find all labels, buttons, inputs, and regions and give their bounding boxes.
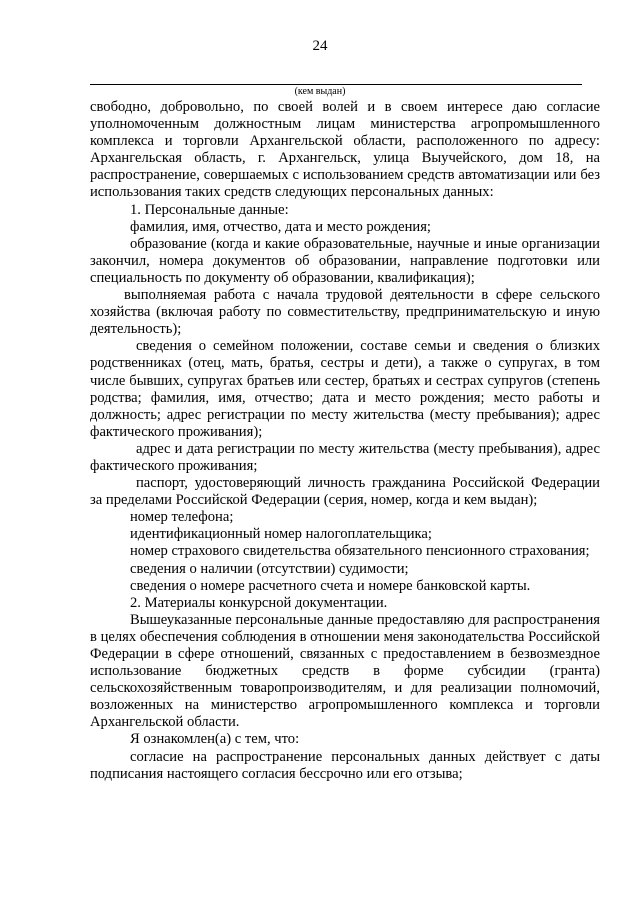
paragraph-work-history: выполняемая работа с начала трудовой деятельности в сфере сельского хозяйства (включая работу по совместительству, предпринимательскую и иную деятельность); [90, 287, 600, 338]
paragraph-personal-data-heading: 1. Персональные данные: [130, 201, 289, 218]
document-body [90, 99, 600, 783]
paragraph-consent-intro: свободно, добровольно, по своей волей и в своем интересе даю согласие уполномоченным должностным лицам министерства агропромышленного комплекса и торговли Архангельской области, расположенного по адресу: Архангельская область, г. Архангельск, улица Выучейского, дом 18, на распространение, совершаемых с использованием средств автоматизации или без использования таких средств следующих персональных данных: [90, 99, 600, 201]
paragraph-validity: согласие на распространение персональных данных действует с даты подписания настоящего согласия бессрочно или его отзыва; [90, 748, 600, 782]
paragraph-family: сведения о семейном положении, составе семьи и сведения о близких родственниках (отец, мать, братья, сестры и дети), а также о супругах, в том числе бывших, супругах братьев или сестер, братьях и сестрах супругов (степень родства; фамилия, имя, отчество; дата и место рождения; место работы и должность; адрес регистрации по месту жительства (месту пребывания); адрес фактического проживания); [90, 338, 600, 440]
paragraph-passport: паспорт, удостоверяющий личность гражданина Российской Федерации за пределами Российской Федерации (серия, номер, когда и кем выдан); [90, 475, 600, 509]
signature-line [90, 84, 582, 85]
paragraph-pension-insurance: номер страхового свидетельства обязательного пенсионного страхования; [130, 543, 590, 560]
paragraph-full-name: фамилия, имя, отчество, дата и место рождения; [130, 218, 431, 235]
issued-by-caption: (кем выдан) [294, 86, 346, 97]
paragraph-phone: номер телефона; [130, 509, 234, 526]
page-number: 24 [312, 38, 328, 54]
paragraph-education: образование (когда и какие образовательные, научные и иные организации закончил, номера документов об образовании, направление подготовки или специальность по документу об образовании, квалификация); [90, 235, 600, 286]
paragraph-bank-account: сведения о номере расчетного счета и номере банковской карты. [130, 577, 531, 594]
paragraph-materials-heading: 2. Материалы конкурсной документации. [130, 594, 388, 611]
paragraph-registration: адрес и дата регистрации по месту жительства (месту пребывания), адрес фактического проживания; [90, 440, 600, 474]
paragraph-purpose: Вышеуказанные персональные данные предоставляю для распространения в целях обеспечения соблюдения в отношении меня законодательства Российской Федерации в сфере отношений, связанных с предоставлением в безвозмездное использование бюджетных средств в форме субсидии (гранта) сельскохозяйственным товаропроизводителям, и для реализации полномочий, возложенных на министерство агропромышленного комплекса и торговли Архангельской области. [90, 611, 600, 731]
paragraph-tax-id: идентификационный номер налогоплательщика; [130, 526, 432, 543]
paragraph-criminal-record: сведения о наличии (отсутствии) судимости; [130, 560, 409, 577]
paragraph-acknowledgement: Я ознакомлен(а) с тем, что: [130, 731, 300, 748]
